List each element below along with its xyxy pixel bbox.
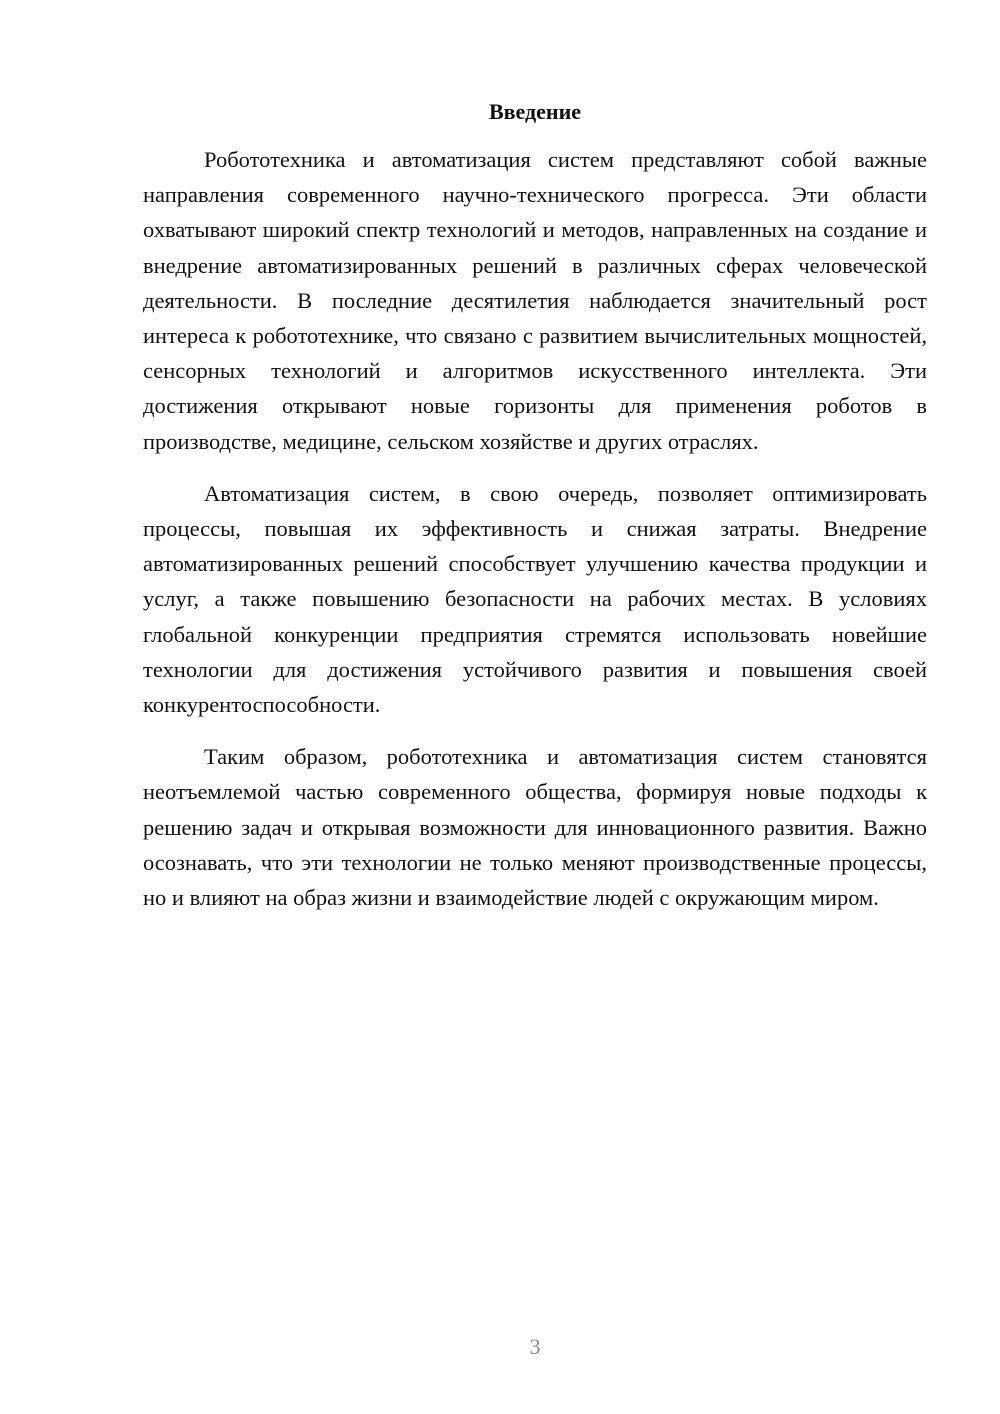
paragraph-2: Автоматизация систем, в свою очередь, позволяет оптимизировать процессы, повышая их эффективность и снижая затраты. Внедрение автоматизированных решений способствует улучшению качества продукции и услуг, а также повышению безопасности на рабочих местах. В условиях глобальной конкуренции предприятия стремятся использовать новейшие технологии для достижения устойчивого развития и повышения своей конкурентоспособности. [143, 480, 927, 718]
paragraph-3: Таким образом, робототехника и автоматизация систем становятся неотъемлемой частью современного общества, формируя новые подходы к решению задач и открывая возможности для инновационного развития. Важно осознавать, что эти технологии не только меняют производственные процессы, но и влияют на образ жизни и взаимодействие людей с окружающим миром. [143, 744, 927, 911]
section-heading: Введение [488, 99, 582, 124]
paragraph-1: Робототехника и автоматизация систем представляют собой важные направления современного научно-технического прогресса. Эти области охватывают широкий спектр технологий и методов, направленных на создание и внедрение автоматизированных решений в различных сферах человеческой деятельности. В последние десятилетия наблюдается значительный рост интереса к робототехнике, что связано с развитием вычислительных мощностей, сенсорных технологий и алгоритмов искусственного интеллекта. Эти достижения открывают новые горизонты для применения роботов в производстве, медицине, сельском хозяйстве и других отраслях. [143, 147, 927, 454]
body-text [143, 142, 927, 932]
page-number: 3 [529, 1334, 541, 1359]
